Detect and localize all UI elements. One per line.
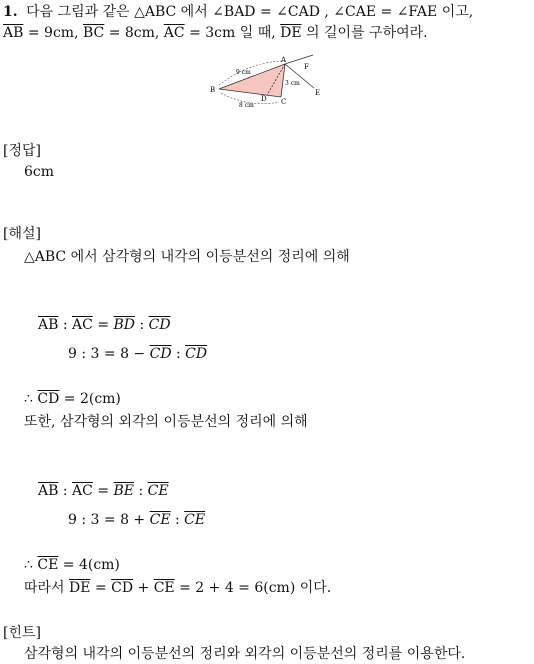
result-cd (24, 390, 121, 408)
hint-text: 삼각형의 내각의 이등분선의 정리와 외각의 이등분선의 정리를 이용한다. (24, 646, 466, 662)
answer-value: 6cm (24, 164, 55, 180)
eq1-colon-2: : (139, 317, 145, 333)
label-bc-length: 8 cm (239, 102, 254, 109)
ac-value: = 3cm 일 때, (189, 25, 276, 41)
label-ac-length: 3 cm (285, 80, 300, 87)
label-f: F (304, 63, 309, 71)
eq1-bd: $\overline{BD}$ (113, 317, 136, 333)
eq3-colon-2: : (138, 483, 144, 499)
final-ce: $\overline{CE}$ (153, 580, 175, 596)
problem-number: 1. (3, 4, 18, 20)
equation-1 (38, 316, 171, 334)
label-ab-length: 9 cm (236, 69, 251, 76)
label-e: E (315, 89, 321, 97)
problem-question: 의 길이를 구하여라. (306, 25, 428, 41)
equation-4 (68, 511, 205, 529)
res2-ce: $\overline{CE}$ (37, 557, 59, 573)
eq3-ac: $\overline{AC}$ (72, 483, 93, 499)
label-c: C (281, 98, 287, 106)
problem-line-2 (3, 24, 428, 42)
eq3-ce: $\overline{CE}$ (147, 483, 169, 499)
final-equals: = (94, 580, 107, 596)
eq2-colon: : (176, 346, 181, 362)
triangle-figure (205, 52, 335, 112)
equation-2 (68, 345, 207, 363)
segment-de: $\overline{DE}$ (280, 25, 302, 41)
hint-heading: [힌트] (3, 625, 41, 641)
therefore-symbol-1: ∴ (24, 391, 33, 407)
explanation-heading: [해설] (3, 226, 41, 242)
segment-ab: $\overline{AB}$ (3, 25, 24, 41)
eq1-ac: $\overline{AC}$ (72, 317, 93, 333)
eq3-equals: = (97, 483, 110, 499)
label-a: A (281, 56, 287, 64)
res2-value: = 4(cm) (62, 557, 120, 573)
eq4-left: 9 : 3 = 8 + (68, 512, 146, 528)
explanation-intro: △ABC 에서 삼각형의 내각의 이등분선의 정리에 의해 (24, 249, 350, 265)
segment-bc: $\overline{BC}$ (82, 25, 105, 41)
eq4-ce-2: $\overline{CE}$ (184, 512, 206, 528)
final-de: $\overline{DE}$ (69, 580, 91, 596)
label-d: D (261, 95, 267, 103)
final-rest: = 2 + 4 = 6(cm) 이다. (179, 580, 332, 596)
eq4-colon: : (175, 512, 180, 528)
eq1-equals: = (97, 317, 110, 333)
ab-value: = 9cm, (27, 25, 79, 41)
final-result (24, 579, 331, 597)
result-ce (24, 556, 120, 574)
problem-line-1 (3, 3, 473, 21)
final-cd: $\overline{CD}$ (111, 580, 134, 596)
res1-value: = 2(cm) (63, 391, 121, 407)
eq1-cd: $\overline{CD}$ (148, 317, 171, 333)
final-plus: + (137, 580, 150, 596)
therefore-symbol-2: ∴ (24, 557, 33, 573)
bc-value: = 8cm, (108, 25, 160, 41)
final-prefix: 따라서 (24, 580, 65, 596)
eq3-colon-1: : (62, 483, 68, 499)
eq2-cd-1: $\overline{CD}$ (149, 346, 172, 362)
eq1-ab: $\overline{AB}$ (38, 317, 59, 333)
explanation-transition: 또한, 삼각형의 외각의 이등분선의 정리에 의해 (24, 414, 308, 430)
equation-3 (38, 482, 169, 500)
eq2-cd-2: $\overline{CD}$ (185, 346, 208, 362)
eq2-left: 9 : 3 = 8 − (68, 346, 146, 362)
eq4-ce-1: $\overline{CE}$ (149, 512, 171, 528)
eq1-colon-1: : (62, 317, 68, 333)
label-b: B (210, 86, 216, 94)
segment-ac: $\overline{AC}$ (163, 25, 185, 41)
answer-heading: [정답] (3, 143, 41, 159)
problem-text-1: 다음 그림과 같은 △ABC 에서 ∠BAD = ∠CAD , ∠CAE = ∠FAE 이고, (26, 4, 474, 20)
res1-cd: $\overline{CD}$ (37, 391, 60, 407)
eq3-ab: $\overline{AB}$ (38, 483, 59, 499)
eq3-be: $\overline{BE}$ (113, 483, 135, 499)
